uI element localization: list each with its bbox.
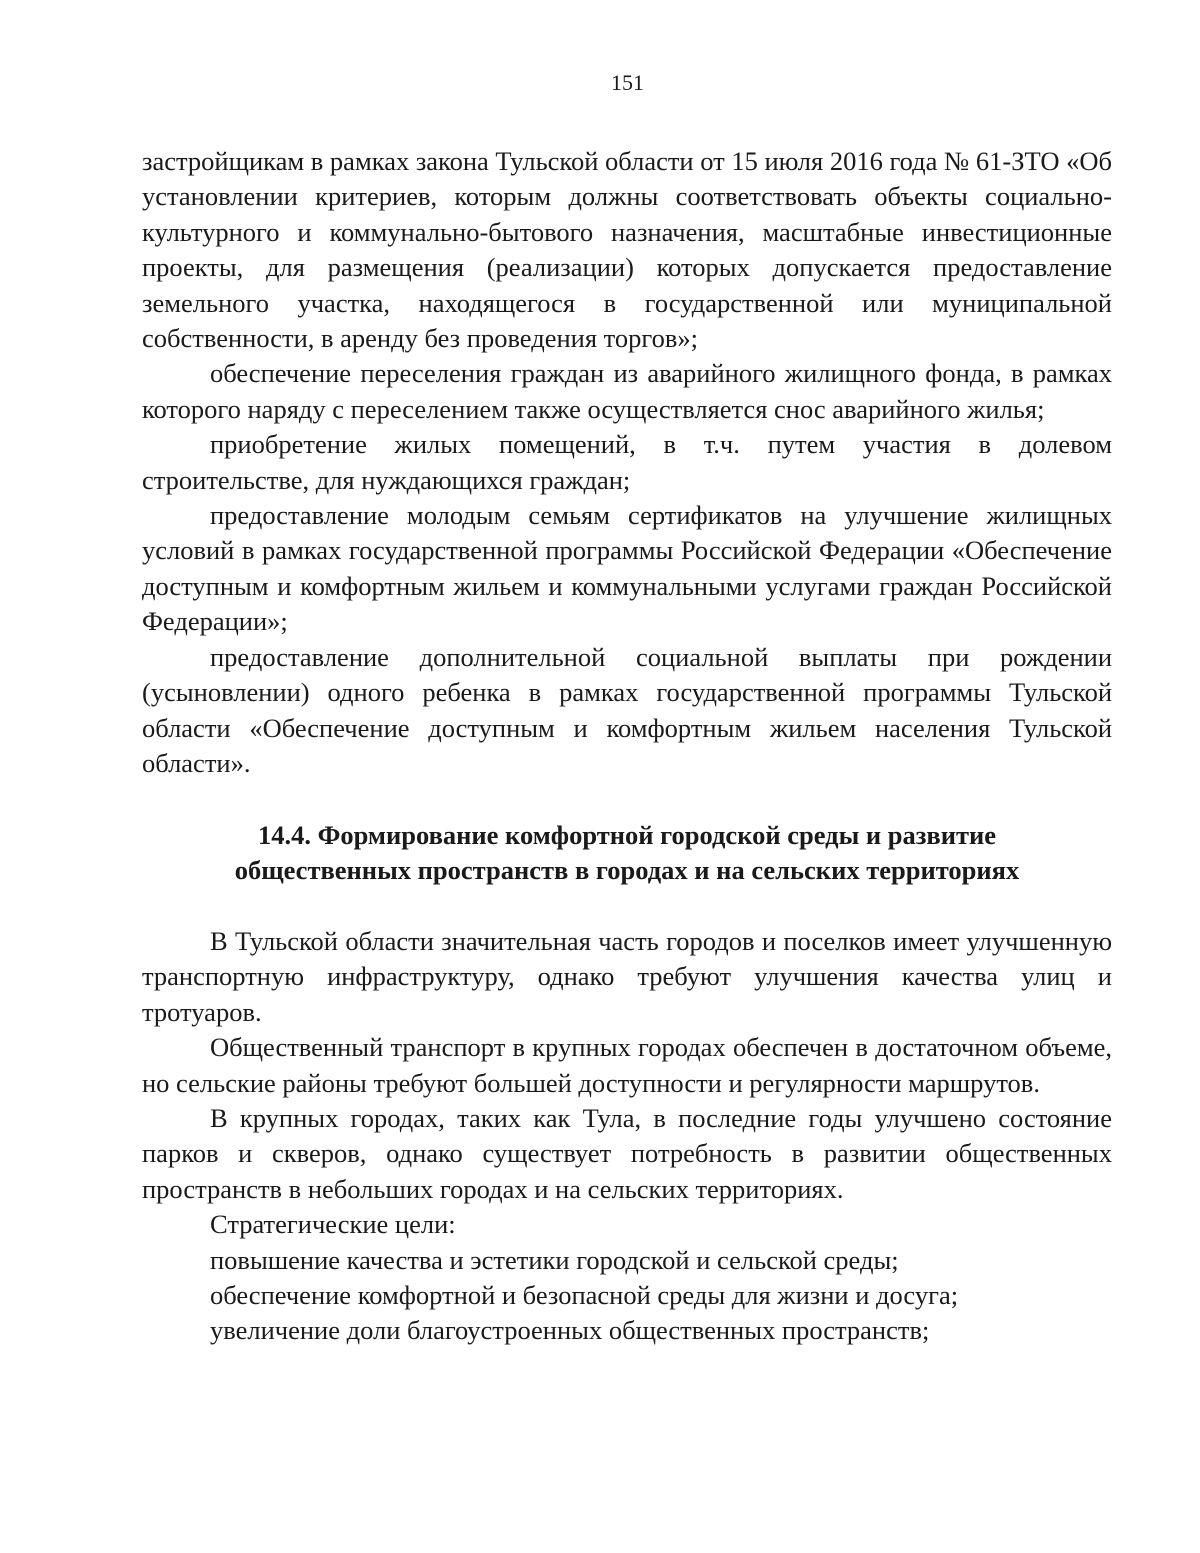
- paragraph-continuation: застройщикам в рамках закона Тульской области от 15 июля 2016 года № 61-ЗТО «Об установлении критериев, которым должны соответствовать объекты социально-культурного и коммунально-бытового назначения, масштабные инвестиционные проекты, для размещения (реализации) которых допускается предоставление земельного участка, находящегося в государственной или муниципальной собственности, в аренду без проведения торгов»;: [142, 146, 1112, 354]
- paragraph-parks: В крупных городах, таких как Тула, в последние годы улучшено состояние парков и скверов, однако существует потребность в развитии общественных пространств в небольших городах и на сельских территориях.: [142, 1103, 1112, 1204]
- paragraph-transport-infrastructure: В Тульской области значительная часть городов и поселков имеет улучшенную транспортную инфраструктуру, однако требуют улучшения качества улиц и тротуаров.: [142, 926, 1112, 1027]
- goal-item: обеспечение комфортной и безопасной среды для жизни и досуга;: [210, 1280, 959, 1311]
- strategic-goals-label: Стратегические цели:: [210, 1209, 456, 1240]
- goal-item: повышение качества и эстетики городской и сельской среды;: [210, 1244, 899, 1275]
- top-text-block: [142, 144, 1112, 781]
- page-number: 151: [611, 70, 644, 95]
- paragraph-resettlement: обеспечение переселения граждан из аварийного жилищного фонда, в рамках которого наряду с переселением также осуществляется снос аварийного жилья;: [142, 358, 1112, 424]
- paragraph-public-transport: Общественный транспорт в крупных городах обеспечен в достаточном объеме, но сельские районы требуют большей доступности и регулярности маршрутов.: [142, 1032, 1112, 1098]
- section-heading: [142, 818, 1112, 889]
- paragraph-housing-acquisition: приобретение жилых помещений, в т.ч. путем участия в долевом строительстве, для нуждающихся граждан;: [142, 429, 1112, 495]
- section-heading-line-1: 14.4. Формирование комфортной городской среды и развитие: [257, 820, 997, 850]
- section-heading-line-2: общественных пространств в городах и на сельских территориях: [234, 855, 1020, 886]
- bottom-text-block: [142, 924, 1112, 1349]
- goal-item: увеличение доли благоустроенных общественных пространств;: [210, 1315, 930, 1346]
- paragraph-child-payment: предоставление дополнительной социальной выплаты при рождении (усыновлении) одного ребенка в рамках государственной программы Тульской области «Обеспечение доступным и комфортным жильем населения Тульской области».: [142, 641, 1112, 778]
- paragraph-young-families: предоставление молодым семьям сертификатов на улучшение жилищных условий в рамках государственной программы Российской Федерации «Обеспечение доступным и комфортным жильем и коммунальными услугами граждан Российской Федерации»;: [142, 500, 1112, 637]
